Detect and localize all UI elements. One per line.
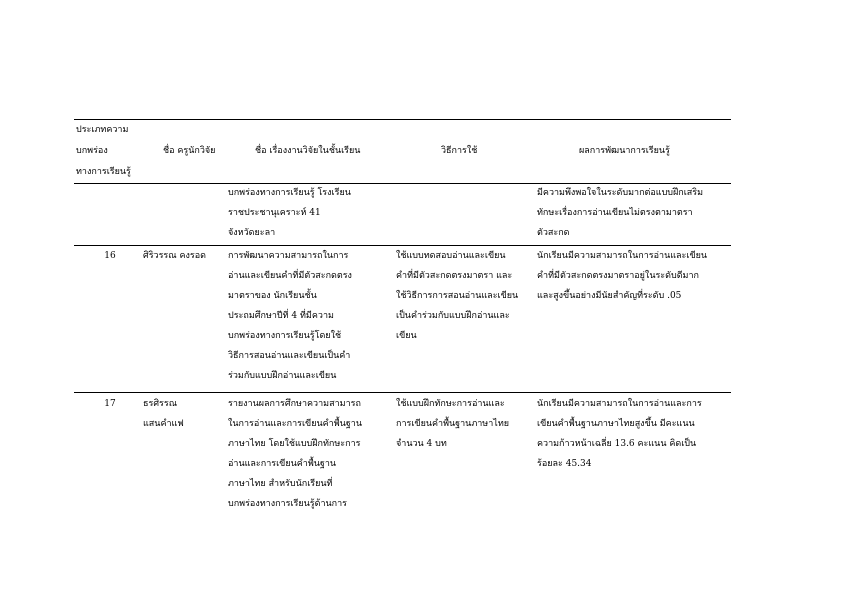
cell-line: นักเรียนมีความสามารถในการอ่านและการ <box>537 399 702 409</box>
cell-line: ร้อยละ 45.34 <box>537 459 592 469</box>
cell-line: และสูงขึ้นอย่างมีนัยสำคัญที่ระดับ .05 <box>537 291 682 301</box>
header-type <box>76 120 131 183</box>
cell-method <box>396 394 509 454</box>
cell-line: ในการอ่านและการเขียนคำพื้นฐาน <box>228 419 362 429</box>
cell-researcher <box>143 394 184 434</box>
cell-line: ทักษะเรื่องการอ่านเขียนไม่ตรงตามาตรา <box>537 208 693 218</box>
cell-line: วิธีการสอนอ่านและเขียนเป็นคำ <box>228 351 351 361</box>
cell-line: มาตราของ นักเรียนชั้น <box>228 291 317 301</box>
table-top-rule <box>74 119 731 120</box>
cell-result <box>537 246 707 306</box>
header-type-line: ประเภทความ <box>76 125 129 135</box>
cell-line: ภาษาไทย โดยใช้แบบฝึกทักษะการ <box>228 439 361 449</box>
cell-title <box>228 246 352 386</box>
cell-line: เขียนคำพื้นฐานภาษาไทยสูงขึ้น มีคะแนน <box>537 419 695 429</box>
cell-line: ใช้แบบทดสอบอ่านและเขียน <box>396 251 506 261</box>
cell-line: บกพร่องทางการเรียนรู้ด้านการ <box>228 499 348 509</box>
cell-result <box>537 183 703 243</box>
cell-line: ร่วมกับแบบฝึกอ่านและเขียน <box>228 371 337 381</box>
cell-no: 17 <box>104 399 116 409</box>
cell-title <box>228 394 362 514</box>
cell-line: อ่านและเขียนคำที่มีตัวสะกดตรง <box>228 271 352 281</box>
cell-line: บกพร่องทางการเรียนรู้ โรงเรียน <box>228 188 351 198</box>
header-type-line: ทางการเรียนรู้ <box>76 167 131 177</box>
cell-line: บกพร่องทางการเรียนรู้โดยใช้ <box>228 331 342 341</box>
cell-line: อ่านและการเขียนคำพื้นฐาน <box>228 459 337 469</box>
cell-researcher <box>143 246 206 266</box>
cell-line: ราชประชานุเคราะห์ 41 <box>228 208 321 218</box>
header-research-title: ชื่อ เรื่องงานวิจัยในชั้นเรียน <box>255 146 361 156</box>
cell-no: 16 <box>104 251 116 261</box>
cell-line: ใช้วิธีการการสอนอ่านและเขียน <box>396 291 519 301</box>
header-researcher: ชื่อ ครูนักวิจัย <box>163 146 216 156</box>
cell-line: เป็นคำร่วมกับแบบฝึกอ่านและ <box>396 311 510 321</box>
cell-line: เขียน <box>396 331 417 341</box>
header-type-line: บกพร่อง <box>76 146 108 156</box>
cell-line: คำที่มีตัวสะกดตรงมาตรา และ <box>396 271 513 281</box>
header-method: วิธีการใช้ <box>441 146 478 156</box>
cell-line: คำที่มีตัวสะกดตรงมาตราอยู่ในระดับดีมาก <box>537 271 699 281</box>
cell-line: ธรศิรรณ <box>143 399 178 409</box>
cell-line: การเขียนคำพื้นฐานภาษาไทย <box>396 419 510 429</box>
cell-line: ศิริวรรณ คงรอด <box>143 251 206 261</box>
cell-line: ประถมศึกษาปีที่ 4 ที่มีความ <box>228 311 334 321</box>
cell-line: แสนคำแฟ <box>143 419 184 429</box>
cell-line: จังหวัดยะลา <box>228 228 276 238</box>
cell-line: การพัฒนาความสามารถในการ <box>228 251 349 261</box>
cell-line: ภาษาไทย สำหรับนักเรียนที่ <box>228 479 333 489</box>
cell-line: มีความพึงพอใจในระดับมากต่อแบบฝึกเสริม <box>537 188 704 198</box>
row-17-top-rule <box>74 392 731 393</box>
cell-line: จำนวน 4 บท <box>396 439 447 449</box>
cell-line: ใช้แบบฝึกทักษะการอ่านและ <box>396 399 505 409</box>
cell-result <box>537 394 702 474</box>
cell-method <box>396 246 518 346</box>
cell-line: ตัวสะกด <box>537 228 570 238</box>
cell-title <box>228 183 351 243</box>
cell-line: ความก้าวหน้าเฉลี่ย 13.6 คะแนน คิดเป็น <box>537 439 697 449</box>
cell-line: นักเรียนมีความสามารถในการอ่านและเขียน <box>537 251 708 261</box>
header-result: ผลการพัฒนาการเรียนรู้ <box>579 146 670 156</box>
cell-line: รายงานผลการศึกษาความสามารถ <box>228 399 361 409</box>
